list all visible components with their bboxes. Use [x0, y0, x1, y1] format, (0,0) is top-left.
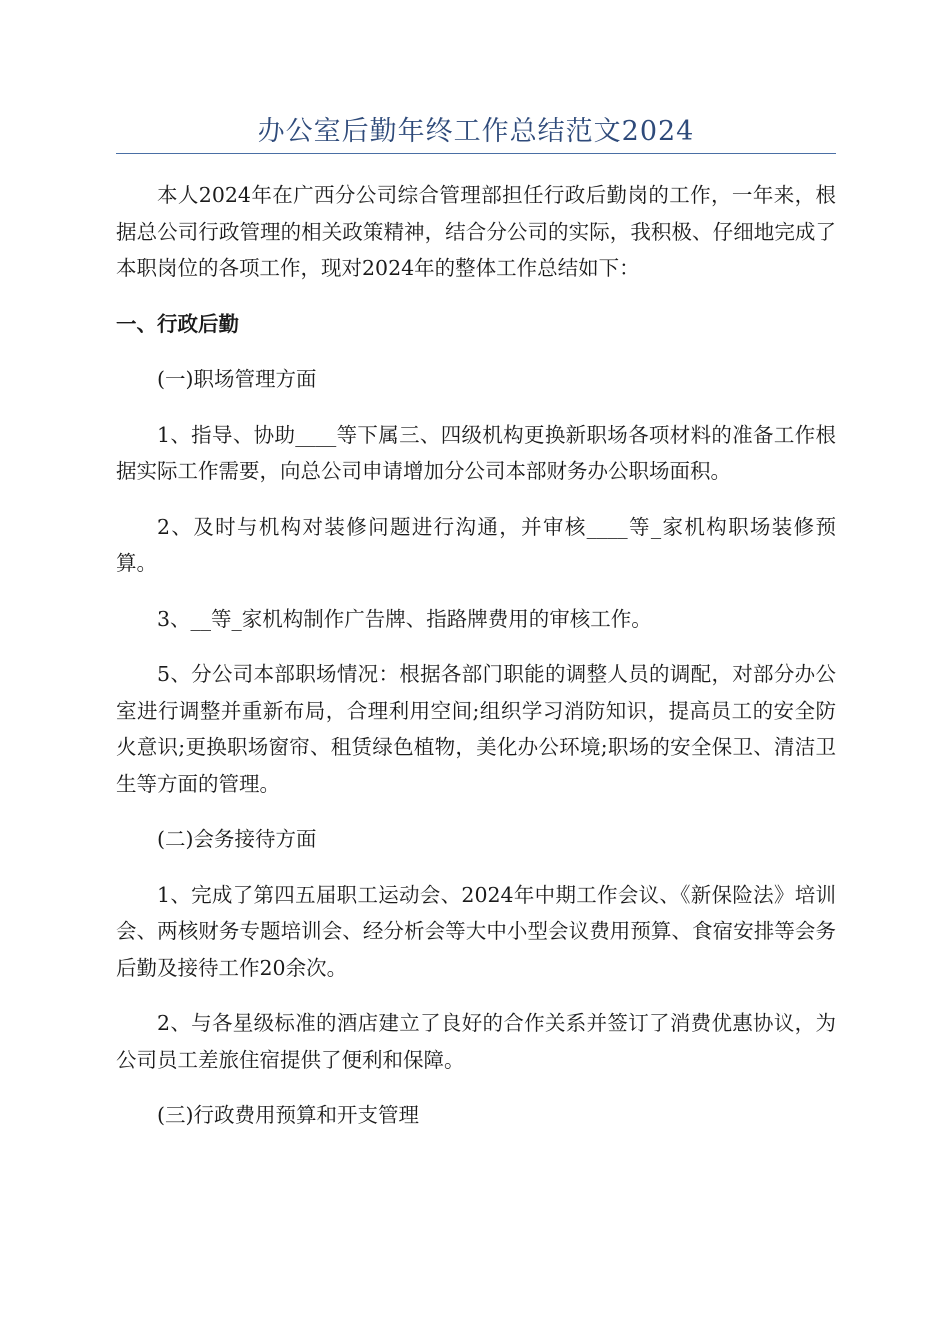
- subsection-heading-budget: (三)行政费用预算和开支管理: [157, 1103, 419, 1127]
- workplace-item-5: 5、分公司本部职场情况：根据各部门职能的调整人员的调配，对部分办公室进行调整并重新布局，合理利用空间;组织学习消防知识，提高员工的安全防火意识;更换职场窗帘、租赁绿色植物，美化办公环境;职场的安全保卫、清洁卫生等方面的管理。: [116, 662, 836, 796]
- workplace-item-1: 1、指导、协助____等下属三、四级机构更换新职场各项材料的准备工作根据实际工作需要，向总公司申请增加分公司本部财务办公职场面积。: [116, 422, 836, 483]
- document-body: [116, 177, 836, 1153]
- workplace-item-3: 3、__等_家机构制作广告牌、指路牌费用的审核工作。: [157, 606, 652, 631]
- intro-paragraph: 本人2024年在广西分公司综合管理部担任行政后勤岗的工作，一年来，根据总公司行政管理的相关政策精神，结合分公司的实际，我积极、仔细地完成了本职岗位的各项工作，现对2024年的整体工作总结如下：: [116, 183, 836, 280]
- title-underline: [116, 153, 836, 154]
- document-title: 办公室后勤年终工作总结范文2024: [257, 116, 695, 147]
- subsection-heading-workplace: (一)职场管理方面: [157, 367, 317, 391]
- section-heading-admin-logistics: 一、行政后勤: [116, 311, 239, 336]
- meetings-item-2: 2、与各星级标准的酒店建立了良好的合作关系并签订了消费优惠协议，为公司员工差旅住宿提供了便利和保障。: [116, 1011, 836, 1072]
- meetings-item-1: 1、完成了第四五届职工运动会、2024年中期工作会议、《新保险法》培训会、两核财务专题培训会、经分析会等大中小型会议费用预算、食宿安排等会务后勤及接待工作20余次。: [116, 882, 836, 980]
- workplace-item-2: 2、及时与机构对装修问题进行沟通，并审核____等_家机构职场装修预算。: [116, 514, 836, 575]
- subsection-heading-meetings: (二)会务接待方面: [157, 827, 317, 851]
